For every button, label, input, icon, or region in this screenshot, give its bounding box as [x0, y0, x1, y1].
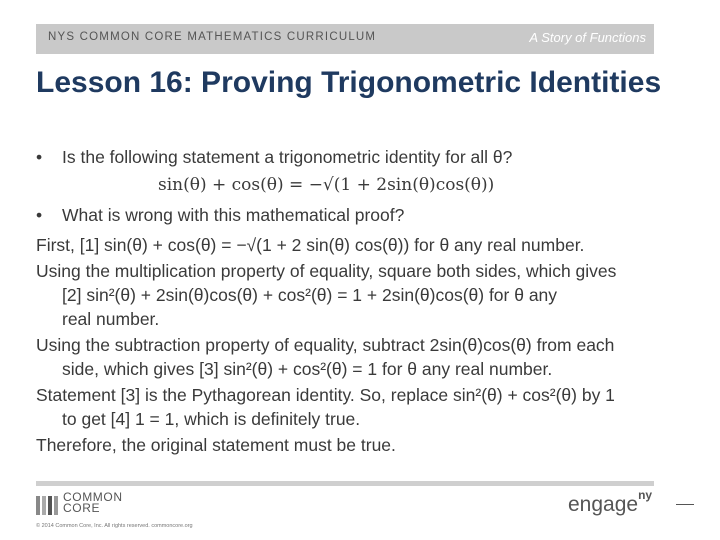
engage-sup: ny: [638, 488, 653, 502]
logo-line-2: CORE: [63, 501, 101, 515]
proof-line-1: First, [1] sin(θ) + cos(θ) = −√(1 + 2 sin(θ) cos(θ)) for θ any real number.: [36, 235, 585, 255]
proof-line-5: Therefore, the original statement must be true.: [36, 435, 396, 455]
proof-line-2c: real number.: [62, 309, 160, 329]
logo-line-1: COMMON: [63, 490, 123, 504]
identity-equation: sin(θ) + cos(θ) = −√(1 + 2sin(θ)cos(θ)): [158, 175, 495, 195]
header-bar: [36, 24, 654, 54]
bullet-dot: •: [36, 205, 43, 225]
proof-line-4b: to get [4] 1 = 1, which is definitely true.: [62, 409, 361, 429]
bullet-text: What is wrong with this mathematical proof?: [62, 205, 405, 225]
proof-line-4a: Statement [3] is the Pythagorean identity. So, replace sin²(θ) + cos²(θ) by 1: [36, 385, 615, 405]
corner-divider: [676, 504, 694, 505]
bullet-dot: •: [36, 147, 43, 167]
engage-text: engage: [568, 493, 639, 516]
curriculum-label: NYS COMMON CORE MATHEMATICS CURRICULUM: [48, 31, 377, 43]
proof-line-2a: Using the multiplication property of equality, square both sides, which gives: [36, 261, 617, 281]
story-label: A Story of Functions: [529, 30, 646, 45]
bullet-item: [36, 145, 676, 169]
lesson-title: Lesson 16: Proving Trigonometric Identities: [36, 66, 662, 99]
proof-line-3b: side, which gives [3] sin²(θ) + cos²(θ) = 1 for θ any real number.: [62, 359, 553, 379]
proof-line-2b: [2] sin²(θ) + 2sin(θ)cos(θ) + cos²(θ) = 1 + 2sin(θ)cos(θ) for θ any: [62, 285, 558, 305]
slide-body: [36, 145, 676, 457]
common-core-logo-icon: [36, 496, 58, 515]
proof-line-3a: Using the subtraction property of equality, subtract 2sin(θ)cos(θ) from each: [36, 335, 615, 355]
common-core-logo-text: [63, 492, 123, 514]
bullet-text: Is the following statement a trigonometric identity for all θ?: [62, 147, 513, 167]
copyright-text: © 2014 Common Core, Inc. All rights reserved. commoncore.org: [36, 523, 193, 529]
engage-ny-logo: [568, 488, 653, 517]
footer-divider: [36, 481, 654, 486]
bullet-item: [36, 203, 676, 227]
